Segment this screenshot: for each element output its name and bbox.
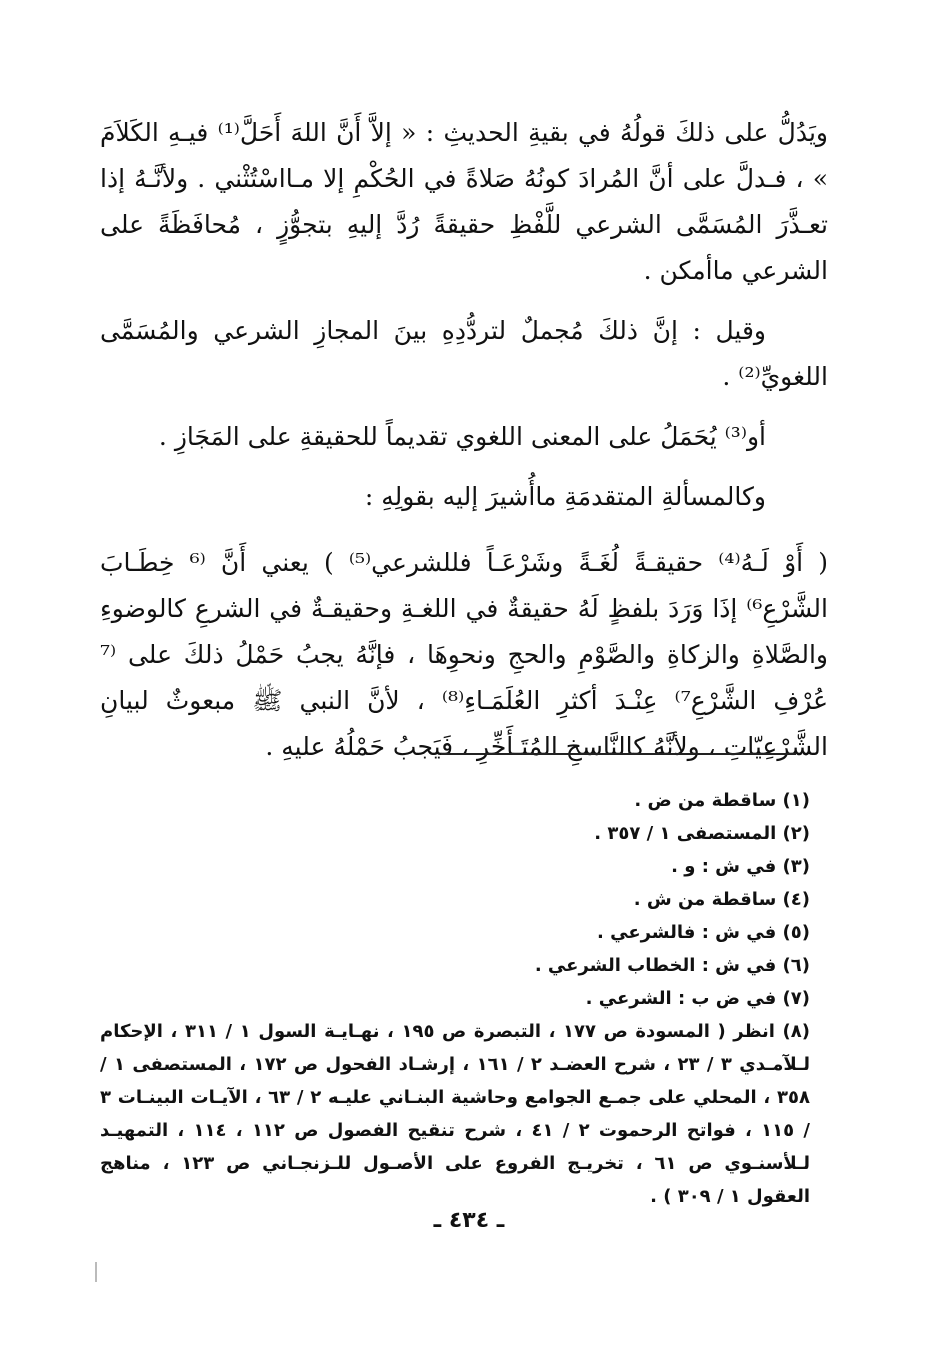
footnote-1: (١) ساقطة من ض . [634, 790, 810, 811]
footnote-8: (٨) انظر ( المسودة ص ١٧٧ ، التبصرة ص ١٩٥ ، نهـايـة السول ١ / ٣١١ ، الإحكام لـلآمـدي ٣ / ٢٣ ، شرح العضـد ٢ / ١٦١ ، إرشـاد الفحول ص ١٧٢ ، المستصفى ١ / ٣٥٨ ، المحلي على جمـع الجوامع وحاشية البنـاني عليـه ٢ / ٦٣ ، الآيـات البينـات ٣ / ١١٥ ، فواتح الرحموت ٢ / ٤١ ، شرح تنقيح الفصول ص ١١٢ ، ١١٤ ، التمهيـد لـلأسنـوي ص ٦١ ، تخريـج الفروع على الأصـول للـزنجـاني ص ١٢٣ ، مناهج العقول ١ / ٣٠٩ ) . [100, 1021, 811, 1207]
footnote-5: (٥) في ش : فالشرعي . [597, 922, 810, 943]
main-text [100, 110, 828, 770]
footnotes [100, 784, 826, 1213]
paragraph-5: ( أَوْ لَـهُ⁽⁴⁾ حقيقـةً لُغَـةً وشَرْعَـاً فللشرعي⁽⁵⁾ ) يعني أَنَّ ⁽⁶ خِطَـابَ الشَّرْعِ⁶⁾ إذَا وَرَدَ بلفظٍ لَهُ حقيقةٌ في اللغـةِ وحقيقـةٌ في الشرعِ كالوضوءِ والصَّلاةِ والزكاةِ والصَّوْمِ والحجِ ونحوِهَا ، فإنَّهُ يجبُ حَمْلُ ذلكَ على ⁽⁷ عُرْفِ الشَّرْعِ⁷⁾ عِنْـدَ أكثرِ العُلَمَـاءِ⁽⁸⁾ ، لأنَّ النبي ﷺ مبعوثٌ لبيانِ الشَّرْعِيّاتِ ، ولأنَّهُ كالنَّاسخِ المُتَـأَخِّرِ ، فَيَجبُ حَمْلُهُ عليهِ . [100, 548, 829, 761]
footnote-6: (٦) في ش : الخطاب الشرعي . [534, 955, 810, 976]
footnote-3: (٣) في ش : و . [671, 856, 810, 877]
footnote-separator [441, 753, 796, 755]
paragraph-1: ويَدُلُّ على ذلكَ قولُهُ في بقيةِ الحديثِ : « إلاَّ أَنَّ اللهَ أَحَلَّ⁽¹⁾ فيـهِ الكَلاَمَ » ، فـدلَّ على أنَّ المُرادَ كونُهُ صَلاةً في الحُكْمِ إلا مـااسْتُثْني . ولأنَّـهُ إذا تعـذَّرَ المُسَمَّى الشرعي للَّفْظِ حقيقةً رُدَّ إليهِ بتجوُّزٍ ، مُحافَظَةً على الشرعي ماأمكن . [100, 118, 828, 285]
page-number: ـ ٤٣٤ ـ [433, 1208, 505, 1233]
footnote-7: (٧) في ض ب : الشرعي . [585, 988, 810, 1009]
paragraph-4: وكالمسألةِ المتقدمَةِ ماأُشيرَ إليه بقولِهِ : [364, 482, 766, 511]
paragraph-2: وقيل : إنَّ ذلكَ مُجملٌ لتردُّدِهِ بينَ المجازِ الشرعي والمُسَمَّى اللغويِّ⁽²⁾ . [100, 316, 828, 391]
footnote-2: (٢) المستصفى ١ / ٣٥٧ . [594, 823, 810, 844]
margin-mark [95, 1262, 97, 1282]
footnote-4: (٤) ساقطة من ش . [633, 889, 810, 910]
paragraph-3: أو⁽³⁾ يُحَمَلُ على المعنى اللغوي تقديماً للحقيقةِ على المَجَازِ . [158, 422, 766, 451]
